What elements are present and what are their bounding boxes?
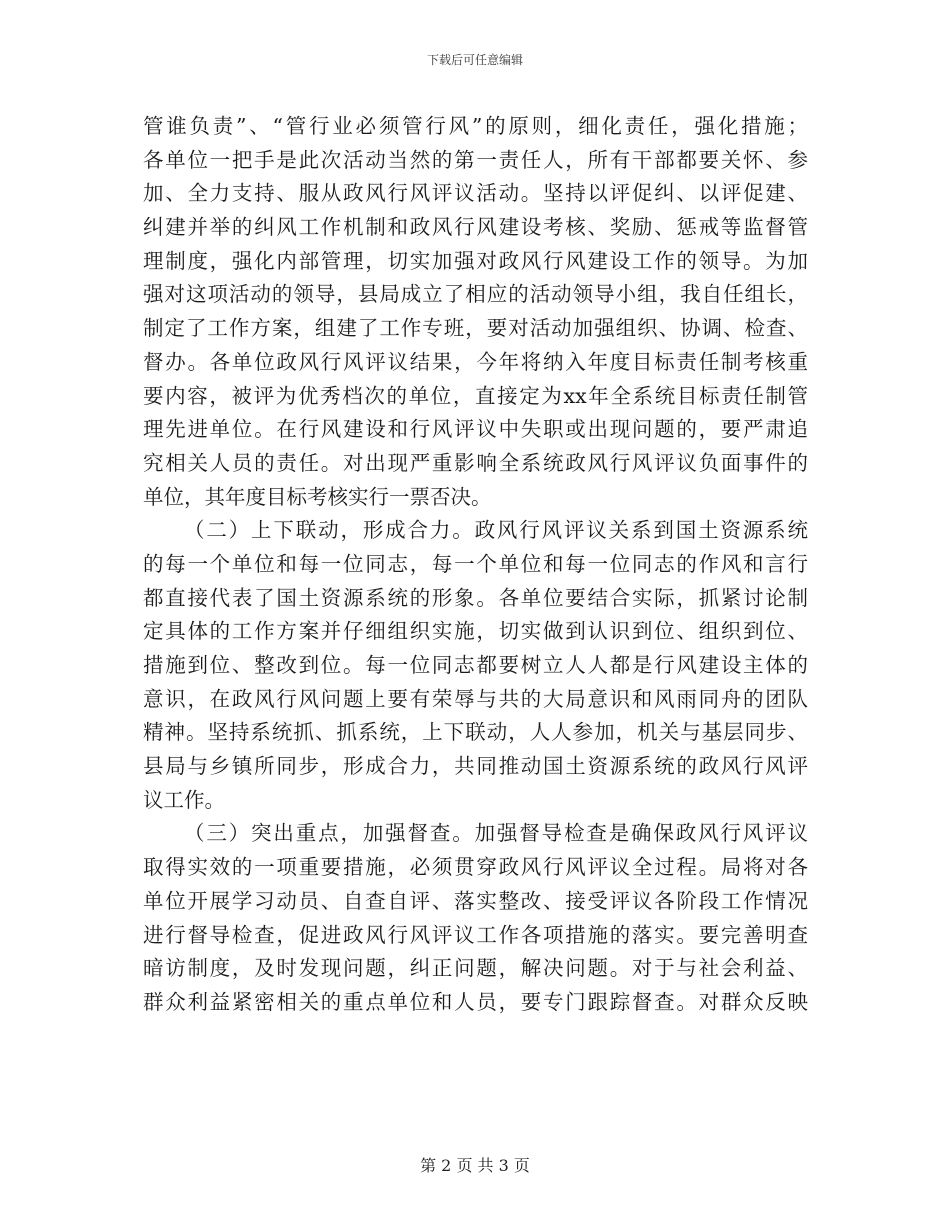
text-line: 措施到位、整改到位。每一位同志都要树立人人都是行风建设主体的 [143,653,808,677]
text-line: 加、全力支持、服从政风行风评议活动。坚持以评促纠、以评促建、 [143,181,808,206]
text-line: 暗访制度，及时发现问题，纠正问题，解决问题。对于与社会利益、 [143,956,808,981]
text-line: 定具体的工作方案并仔细组织实施，切实做到认识到位、组织到位、 [143,619,808,644]
text-line: （二）上下联动，形成合力。政风行风评议关系到国土资源系统 [184,518,808,543]
text-line: 制定了工作方案，组建了工作专班，要对活动加强组织、协调、检查、 [143,316,808,341]
page-header: 下载后可任意编辑 [426,53,523,67]
text-line: 县局与乡镇所同步，形成合力，共同推动国土资源系统的政风行风评 [143,754,808,779]
text-line: （三）突出重点，加强督查。加强督导检查是确保政风行风评议 [184,821,808,846]
text-line: 单位开展学习动员、自查自评、落实整改、接受评议各阶段工作情况 [143,888,808,913]
text-line: 各单位一把手是此次活动当然的第一责任人，所有干部都要关怀、参 [143,147,808,172]
text-line: 要内容，被评为优秀档次的单位，直接定为xx年全系统目标责任制管 [143,383,808,408]
text-line: 议工作。 [143,787,225,812]
text-line: 理制度，强化内部管理，切实加强对政风行风建设工作的领导。为加 [143,248,808,273]
text-line: 单位，其年度目标考核实行一票否决。 [143,484,492,509]
page-number: 第 2 页 共 3 页 [420,1156,530,1175]
text-line: 理先进单位。在行风建设和行风评议中失职或出现问题的，要严肃追 [143,417,808,442]
text-line: 的每一个单位和每一位同志，每一个单位和每一位同志的作风和言行 [143,551,808,576]
text-line: 究相关人员的责任。对出现严重影响全系统政风行风评议负面事件的 [143,450,808,475]
text-line: 意识，在政风行风问题上要有荣辱与共的大局意识和风雨同舟的团队 [143,686,808,711]
text-line: 取得实效的一项重要措施，必须贯穿政风行风评议全过程。局将对各 [143,855,808,880]
document-body [143,110,808,1020]
text-line: 精神。坚持系统抓、抓系统，上下联动，人人参加，机关与基层同步、 [143,720,808,745]
text-line: 都直接代表了国土资源系统的形象。各单位要结合实际，抓紧讨论制 [143,585,808,610]
text-line: 纠建并举的纠风工作机制和政风行风建设考核、奖励、惩戒等监督管 [143,215,808,240]
text-line: 管谁负责”、“管行业必须管行风”的原则，细化责任，强化措施； [143,114,808,138]
text-line: 强对这项活动的领导，县局成立了相应的活动领导小组，我自任组长， [143,282,808,307]
text-line: 进行督导检查，促进政风行风评议工作各项措施的落实。要完善明查 [143,922,808,947]
text-line: 群众利益紧密相关的重点单位和人员，要专门跟踪督查。对群众反映 [143,989,808,1014]
text-line: 督办。各单位政风行风评议结果，今年将纳入年度目标责任制考核重 [143,349,808,374]
